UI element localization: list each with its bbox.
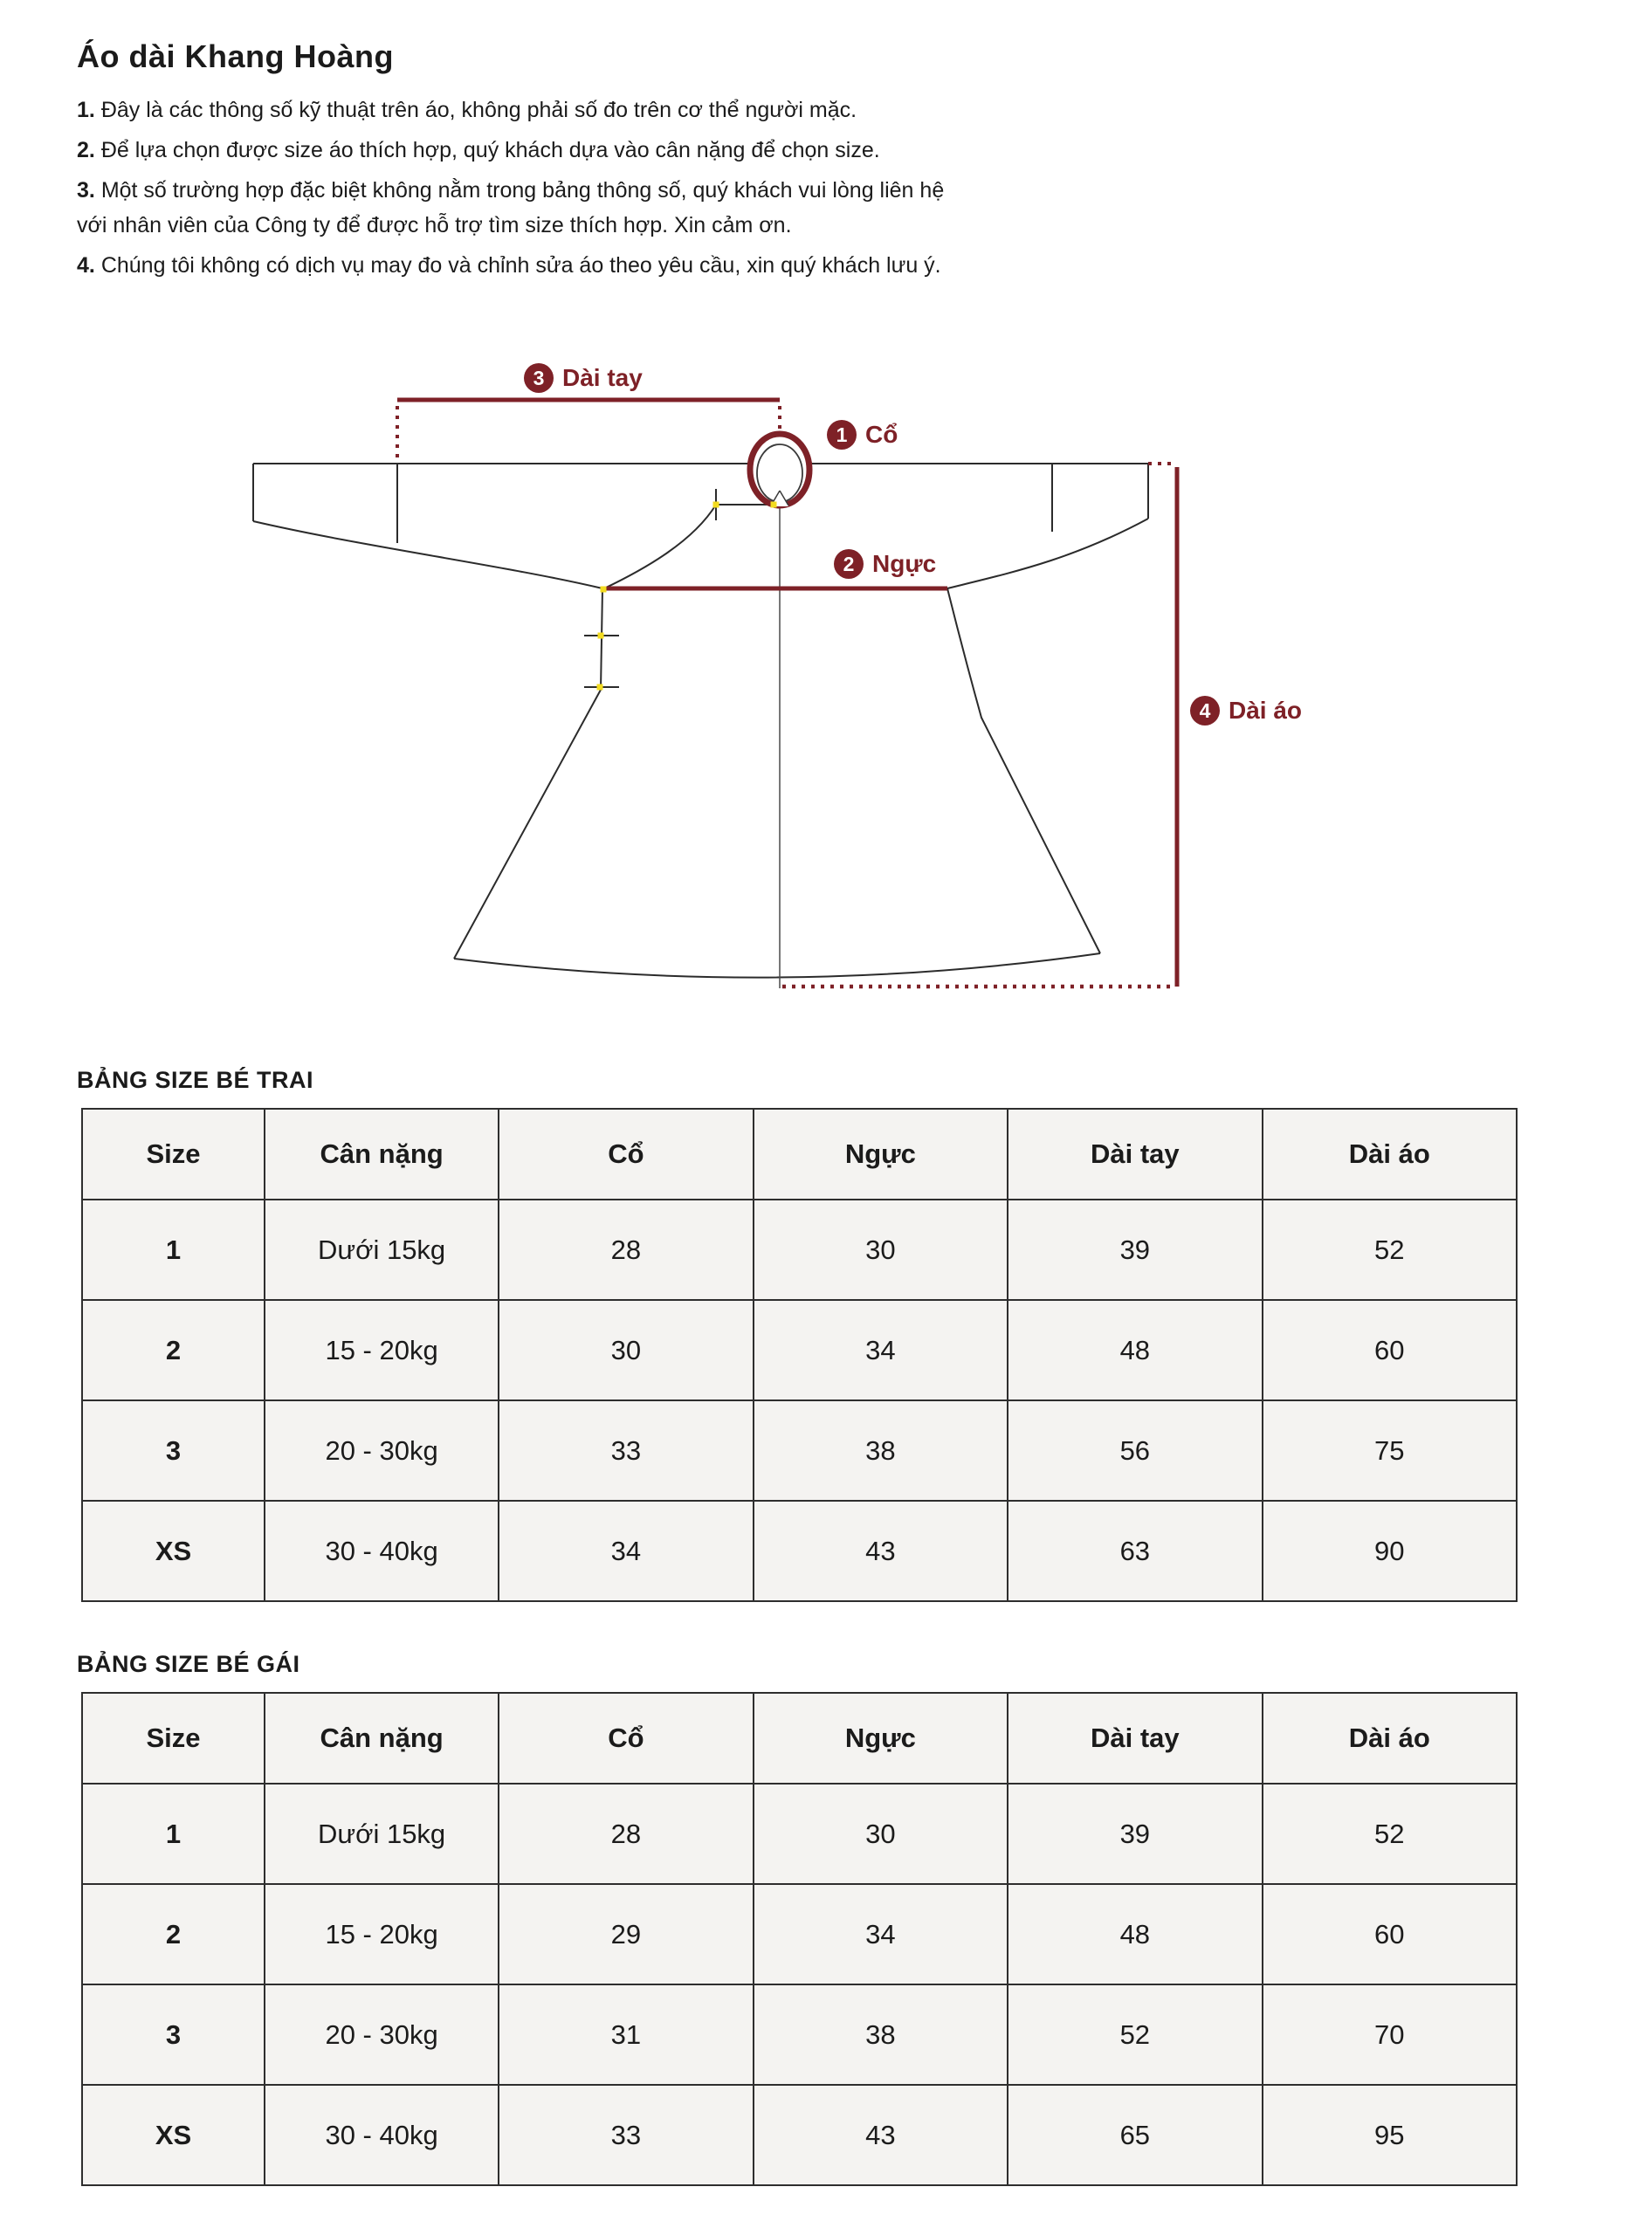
- note-1-text: Đây là các thông số kỹ thuật trên áo, không phải số đo trên cơ thể người mặc.: [100, 98, 857, 122]
- badge-4-number: 4: [1199, 699, 1211, 722]
- table-cell: 38: [754, 1984, 1008, 2085]
- header-row: [82, 1693, 1517, 1784]
- table-cell: 39: [1008, 1784, 1262, 1884]
- table-cell: Dưới 15kg: [265, 1784, 499, 1884]
- garment-measurement-diagram: [77, 344, 1652, 1016]
- note-4-text: Chúng tôi không có dịch vụ may đo và chỉnh sửa áo theo yêu cầu, xin quý khách lưu ý.: [100, 253, 941, 278]
- note-2-number: 2.: [77, 138, 95, 162]
- table-cell: 2: [82, 1300, 265, 1400]
- neck-label: [827, 420, 898, 450]
- notes-list: [77, 93, 950, 283]
- note-1: [77, 93, 950, 127]
- table-cell: 90: [1263, 1501, 1517, 1601]
- note-2-text: Để lựa chọn được size áo thích hợp, quý khách dựa vào cân nặng để chọn size.: [100, 138, 880, 162]
- note-3-number: 3.: [77, 178, 95, 203]
- table-cell: 30: [499, 1300, 753, 1400]
- table-row: [82, 2085, 1517, 2185]
- left-underarm-curve: [253, 521, 602, 588]
- size-section-girls: [77, 1651, 1652, 2186]
- table-cell: 33: [499, 2085, 753, 2185]
- side-placket-line: [601, 588, 602, 690]
- page-title: Áo dài Khang Hoàng: [77, 38, 394, 74]
- badge-1-number: 1: [836, 423, 848, 446]
- table-cell: 70: [1263, 1984, 1517, 2085]
- note-4-number: 4.: [77, 253, 95, 278]
- table-row: [82, 1884, 1517, 1984]
- note-2: [77, 133, 950, 168]
- table-cell: 3: [82, 1984, 265, 2085]
- right-underarm-curve: [947, 519, 1148, 588]
- column-header: Ngực: [754, 1693, 1008, 1784]
- table-cell: 33: [499, 1400, 753, 1501]
- front-flap-curve: [604, 505, 716, 588]
- table-cell: 30 - 40kg: [265, 2085, 499, 2185]
- marker-dot: [598, 633, 604, 639]
- note-3: [77, 173, 950, 243]
- table-cell: 15 - 20kg: [265, 1300, 499, 1400]
- marker-dot: [601, 587, 607, 593]
- neck-label-text: Cổ: [865, 421, 898, 448]
- table-row: [82, 1300, 1517, 1400]
- size-table-girls: [81, 1692, 1518, 2186]
- size-table-boys: [81, 1108, 1518, 1602]
- table-cell: 75: [1263, 1400, 1517, 1501]
- table-cell: 95: [1263, 2085, 1517, 2185]
- column-header: Size: [82, 1693, 265, 1784]
- table-cell: 20 - 30kg: [265, 1400, 499, 1501]
- table-cell: 1: [82, 1784, 265, 1884]
- table-row: [82, 1984, 1517, 2085]
- table-row: [82, 1200, 1517, 1300]
- table-cell: 2: [82, 1884, 265, 1984]
- table-cell: 30: [754, 1200, 1008, 1300]
- table-row: [82, 1784, 1517, 1884]
- table-cell: 28: [499, 1200, 753, 1300]
- table-heading-boys: BẢNG SIZE BÉ TRAI: [77, 1067, 314, 1093]
- table-cell: 39: [1008, 1200, 1262, 1300]
- note-3-text: Một số trường hợp đặc biệt không nằm trong bảng thông số, quý khách vui lòng liên hệ với nhân viên của Công ty để được hỗ trợ tìm size thích hợp. Xin cảm ơn.: [77, 178, 945, 237]
- chest-label-text: Ngực: [872, 550, 937, 577]
- table-cell: 60: [1263, 1300, 1517, 1400]
- badge-3-number: 3: [533, 367, 545, 389]
- table-cell: 30 - 40kg: [265, 1501, 499, 1601]
- collar: [750, 434, 809, 506]
- table-cell: 34: [754, 1884, 1008, 1984]
- table-cell: 15 - 20kg: [265, 1884, 499, 1984]
- table-cell: 30: [754, 1784, 1008, 1884]
- table-cell: 65: [1008, 2085, 1262, 2185]
- column-header: Ngực: [754, 1109, 1008, 1200]
- table-cell: 48: [1008, 1300, 1262, 1400]
- marker-dot: [713, 502, 719, 508]
- garment-outline: [253, 464, 1148, 978]
- note-4: [77, 248, 950, 283]
- column-header: Cổ: [499, 1109, 753, 1200]
- sleeve-length-label: [524, 363, 643, 393]
- left-skirt-edge: [454, 690, 601, 959]
- header-row: [82, 1109, 1517, 1200]
- marker-dot: [771, 502, 777, 508]
- column-header: Cổ: [499, 1693, 753, 1784]
- column-header: Dài tay: [1008, 1693, 1262, 1784]
- table-cell: 1: [82, 1200, 265, 1300]
- table-cell: 60: [1263, 1884, 1517, 1984]
- marker-dot: [597, 684, 603, 691]
- sleeve-length-label-text: Dài tay: [562, 364, 643, 391]
- size-section-boys: [77, 1067, 1652, 1602]
- table-row: [82, 1400, 1517, 1501]
- table-cell: Dưới 15kg: [265, 1200, 499, 1300]
- note-1-number: 1.: [77, 98, 95, 122]
- column-header: Cân nặng: [265, 1109, 499, 1200]
- table-cell: 29: [499, 1884, 753, 1984]
- table-cell: 34: [754, 1300, 1008, 1400]
- badge-2-number: 2: [843, 553, 855, 575]
- table-cell: 43: [754, 1501, 1008, 1601]
- table-cell: 52: [1263, 1784, 1517, 1884]
- right-skirt-edge: [947, 588, 1100, 953]
- ao-dai-technical-drawing: [236, 344, 1415, 1016]
- table-cell: XS: [82, 2085, 265, 2185]
- table-cell: 28: [499, 1784, 753, 1884]
- column-header: Dài áo: [1263, 1693, 1517, 1784]
- table-cell: 31: [499, 1984, 753, 2085]
- column-header: Cân nặng: [265, 1693, 499, 1784]
- hem-curve: [454, 953, 1100, 978]
- table-cell: 3: [82, 1400, 265, 1501]
- table-heading-girls: BẢNG SIZE BÉ GÁI: [77, 1651, 300, 1677]
- column-header: Dài áo: [1263, 1109, 1517, 1200]
- table-cell: 52: [1008, 1984, 1262, 2085]
- shirt-length-label: [1190, 696, 1302, 726]
- table-cell: 38: [754, 1400, 1008, 1501]
- table-cell: 34: [499, 1501, 753, 1601]
- column-header: Size: [82, 1109, 265, 1200]
- table-cell: 20 - 30kg: [265, 1984, 499, 2085]
- column-header: Dài tay: [1008, 1109, 1262, 1200]
- table-cell: 56: [1008, 1400, 1262, 1501]
- table-cell: 48: [1008, 1884, 1262, 1984]
- table-cell: XS: [82, 1501, 265, 1601]
- table-cell: 63: [1008, 1501, 1262, 1601]
- table-row: [82, 1501, 1517, 1601]
- shirt-length-label-text: Dài áo: [1229, 697, 1303, 724]
- table-cell: 43: [754, 2085, 1008, 2185]
- chest-label: [834, 549, 936, 579]
- table-cell: 52: [1263, 1200, 1517, 1300]
- junction-markers: [597, 502, 777, 691]
